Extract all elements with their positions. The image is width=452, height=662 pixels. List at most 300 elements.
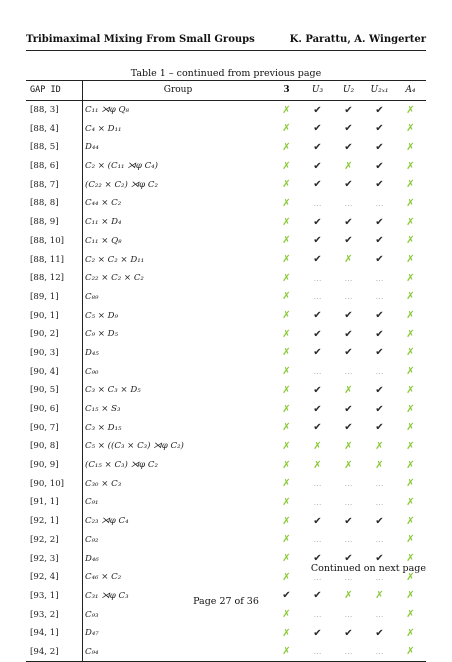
check-icon: ✔ xyxy=(313,254,322,266)
ellipsis-icon: … xyxy=(344,647,353,657)
group-cell: (C₂₂ × C₂) ⋊φ C₂ xyxy=(83,175,272,194)
cross-icon: ✗ xyxy=(406,496,415,508)
cell-u2x1 xyxy=(364,643,395,662)
cell-u3 xyxy=(302,138,333,157)
cell-u2 xyxy=(333,157,364,176)
check-icon: ✔ xyxy=(313,123,322,135)
cell-u2 xyxy=(333,306,364,325)
cell-3 xyxy=(271,213,302,232)
cross-icon: ✗ xyxy=(344,459,353,471)
cell-u3 xyxy=(302,194,333,213)
group-cell: C₂₃ ⋊φ C₄ xyxy=(83,512,272,531)
cross-icon: ✗ xyxy=(282,571,291,583)
group-cell: C₅ × D₉ xyxy=(83,306,272,325)
check-icon: ✔ xyxy=(313,347,322,359)
cell-u3 xyxy=(302,605,333,624)
cell-3 xyxy=(271,456,302,475)
cell-3 xyxy=(271,418,302,437)
check-icon: ✔ xyxy=(375,422,384,434)
cell-a4 xyxy=(395,325,426,344)
check-icon: ✔ xyxy=(313,104,322,116)
cell-u2x1 xyxy=(364,531,395,550)
cross-icon: ✗ xyxy=(406,384,415,396)
cell-a4 xyxy=(395,474,426,493)
cross-icon: ✗ xyxy=(282,459,291,471)
cell-3 xyxy=(271,194,302,213)
group-cell: C₃ × C₃ × D₅ xyxy=(83,381,272,400)
cell-a4 xyxy=(395,306,426,325)
table-row xyxy=(26,381,426,400)
table-row xyxy=(26,512,426,531)
ellipsis-icon: … xyxy=(375,647,384,657)
check-icon: ✔ xyxy=(375,347,384,359)
cell-u2 xyxy=(333,456,364,475)
group-cell: D₄₅ xyxy=(83,344,272,363)
cross-icon: ✗ xyxy=(344,384,353,396)
cell-3 xyxy=(271,381,302,400)
cross-icon: ✗ xyxy=(282,160,291,172)
ellipsis-icon: … xyxy=(313,572,322,582)
cross-icon: ✗ xyxy=(406,123,415,135)
gap-id-cell: [88, 5] xyxy=(30,142,59,153)
cell-u2x1 xyxy=(364,325,395,344)
gap-id-cell: [88, 11] xyxy=(30,254,65,265)
cross-icon: ✗ xyxy=(375,440,384,452)
ellipsis-icon: … xyxy=(313,479,322,489)
check-icon: ✔ xyxy=(375,515,384,527)
cell-3 xyxy=(271,493,302,512)
table-row xyxy=(26,213,426,232)
cross-icon: ✗ xyxy=(282,141,291,153)
cross-icon: ✗ xyxy=(406,366,415,378)
cross-icon: ✗ xyxy=(406,254,415,266)
cross-icon: ✗ xyxy=(375,459,384,471)
check-icon: ✔ xyxy=(344,515,353,527)
running-header xyxy=(26,34,426,48)
cell-u3 xyxy=(302,531,333,550)
table-row xyxy=(26,362,426,381)
cell-u2 xyxy=(333,269,364,288)
ellipsis-icon: … xyxy=(375,292,384,302)
cell-a4 xyxy=(395,232,426,251)
check-icon: ✔ xyxy=(375,216,384,228)
cell-u2x1 xyxy=(364,474,395,493)
cell-u3 xyxy=(302,325,333,344)
cell-u3 xyxy=(302,456,333,475)
check-icon: ✔ xyxy=(375,403,384,415)
ellipsis-icon: … xyxy=(344,273,353,283)
cell-u3 xyxy=(302,381,333,400)
cell-3 xyxy=(271,250,302,269)
check-icon: ✔ xyxy=(344,179,353,191)
group-cell: C₁₁ × D₄ xyxy=(83,213,272,232)
gap-id-cell: [88, 9] xyxy=(30,217,59,228)
check-icon: ✔ xyxy=(344,310,353,322)
check-icon: ✔ xyxy=(313,216,322,228)
gap-id-cell: [90, 10] xyxy=(30,478,65,489)
gap-id-cell: [90, 6] xyxy=(30,404,59,415)
check-icon: ✔ xyxy=(344,235,353,247)
cross-icon: ✗ xyxy=(282,609,291,621)
cell-a4 xyxy=(395,213,426,232)
cell-u2 xyxy=(333,100,364,119)
ellipsis-icon: … xyxy=(313,647,322,657)
check-icon: ✔ xyxy=(344,104,353,116)
cell-u2x1 xyxy=(364,456,395,475)
check-icon: ✔ xyxy=(313,384,322,396)
ellipsis-icon: … xyxy=(375,367,384,377)
check-icon: ✔ xyxy=(375,384,384,396)
cross-icon: ✗ xyxy=(406,515,415,527)
check-icon: ✔ xyxy=(282,590,291,602)
ellipsis-icon: … xyxy=(375,535,384,545)
cell-3 xyxy=(271,288,302,307)
cross-icon: ✗ xyxy=(406,440,415,452)
cell-u2x1 xyxy=(364,437,395,456)
check-icon: ✔ xyxy=(313,141,322,153)
cross-icon: ✗ xyxy=(406,310,415,322)
cell-u2x1 xyxy=(364,157,395,176)
gap-id-cell: [92, 3] xyxy=(30,553,59,564)
cross-icon: ✗ xyxy=(406,104,415,116)
group-cell: C₃₀ × C₃ xyxy=(83,474,272,493)
group-cell: C₉₄ xyxy=(83,643,272,662)
cell-3 xyxy=(271,362,302,381)
cell-u2 xyxy=(333,512,364,531)
gap-id-cell: [90, 5] xyxy=(30,385,59,396)
col-u2x1: U₂ₓ₁ xyxy=(364,81,395,101)
table-row xyxy=(26,269,426,288)
cell-u3 xyxy=(302,400,333,419)
cross-icon: ✗ xyxy=(406,422,415,434)
ellipsis-icon: … xyxy=(344,292,353,302)
cell-u2x1 xyxy=(364,213,395,232)
cross-icon: ✗ xyxy=(406,179,415,191)
cell-3 xyxy=(271,474,302,493)
table-row xyxy=(26,437,426,456)
cell-u3 xyxy=(302,512,333,531)
cross-icon: ✗ xyxy=(282,197,291,209)
cross-icon: ✗ xyxy=(344,254,353,266)
cross-icon: ✗ xyxy=(406,197,415,209)
gap-id-cell: [90, 1] xyxy=(30,310,59,321)
cell-u3 xyxy=(302,232,333,251)
group-cell: C₁₁ × Q₈ xyxy=(83,232,272,251)
ellipsis-icon: … xyxy=(375,497,384,507)
cell-a4 xyxy=(395,512,426,531)
gap-id-cell: [94, 2] xyxy=(26,643,83,662)
cell-u3 xyxy=(302,175,333,194)
cross-icon: ✗ xyxy=(282,384,291,396)
ellipsis-icon: … xyxy=(313,273,322,283)
table-row xyxy=(26,306,426,325)
ellipsis-icon: … xyxy=(375,572,384,582)
cell-3 xyxy=(271,549,302,568)
ellipsis-icon: … xyxy=(313,198,322,208)
gap-id-cell: [89, 1] xyxy=(30,291,59,302)
gap-id-cell: [94, 1] xyxy=(30,628,59,639)
cell-u2x1 xyxy=(364,269,395,288)
cell-a4 xyxy=(395,250,426,269)
group-cell: C₄ × D₁₁ xyxy=(83,119,272,138)
cell-a4 xyxy=(395,362,426,381)
cell-u2x1 xyxy=(364,232,395,251)
table-row xyxy=(26,119,426,138)
group-cell: C₉ × D₅ xyxy=(83,325,272,344)
cell-u2x1 xyxy=(364,288,395,307)
col-u2: U₂ xyxy=(333,81,364,101)
cross-icon: ✗ xyxy=(282,310,291,322)
cell-a4 xyxy=(395,138,426,157)
cross-icon: ✗ xyxy=(282,216,291,228)
cell-a4 xyxy=(395,493,426,512)
check-icon: ✔ xyxy=(375,235,384,247)
cell-a4 xyxy=(395,400,426,419)
check-icon: ✔ xyxy=(375,123,384,135)
cross-icon: ✗ xyxy=(406,291,415,303)
gap-id-cell: [90, 3] xyxy=(30,347,59,358)
group-cell: C₈₉ xyxy=(83,288,272,307)
cell-u2 xyxy=(333,437,364,456)
check-icon: ✔ xyxy=(344,216,353,228)
cross-icon: ✗ xyxy=(406,328,415,340)
table-row xyxy=(26,325,426,344)
cell-u3 xyxy=(302,288,333,307)
cross-icon: ✗ xyxy=(406,216,415,228)
cell-u2x1 xyxy=(364,175,395,194)
cell-u2 xyxy=(333,474,364,493)
check-icon: ✔ xyxy=(344,403,353,415)
cell-3 xyxy=(271,232,302,251)
cross-icon: ✗ xyxy=(406,553,415,565)
table-row xyxy=(26,531,426,550)
table-row xyxy=(26,418,426,437)
check-icon: ✔ xyxy=(375,627,384,639)
ellipsis-icon: … xyxy=(313,292,322,302)
gap-id-cell: [93, 1] xyxy=(30,590,59,601)
cell-a4 xyxy=(395,269,426,288)
header-title: Tribimaximal Mixing From Small Groups xyxy=(26,34,255,45)
cell-3 xyxy=(271,605,302,624)
cell-u2 xyxy=(333,381,364,400)
group-cell: D₄₇ xyxy=(83,624,272,643)
cross-icon: ✗ xyxy=(282,440,291,452)
group-cell: C₂ × C₂ × D₁₁ xyxy=(83,250,272,269)
cell-u2x1 xyxy=(364,194,395,213)
cell-u2 xyxy=(333,288,364,307)
cross-icon: ✗ xyxy=(406,646,415,658)
ellipsis-icon: … xyxy=(375,610,384,620)
cross-icon: ✗ xyxy=(282,496,291,508)
group-cell: C₃ × D₁₅ xyxy=(83,418,272,437)
cell-3 xyxy=(271,643,302,662)
cell-a4 xyxy=(395,100,426,119)
check-icon: ✔ xyxy=(313,422,322,434)
table-body xyxy=(26,100,426,662)
cell-u3 xyxy=(302,119,333,138)
check-icon: ✔ xyxy=(344,141,353,153)
ellipsis-icon: … xyxy=(344,497,353,507)
table-caption: Table 1 – continued from previous page xyxy=(130,68,322,79)
cell-u2 xyxy=(333,175,364,194)
cell-u2x1 xyxy=(364,381,395,400)
cross-icon: ✗ xyxy=(406,478,415,490)
cross-icon: ✗ xyxy=(282,403,291,415)
cell-3 xyxy=(271,138,302,157)
check-icon: ✔ xyxy=(313,403,322,415)
cell-3 xyxy=(271,157,302,176)
cross-icon: ✗ xyxy=(282,627,291,639)
cell-u3 xyxy=(302,362,333,381)
cell-u3 xyxy=(302,269,333,288)
table-row xyxy=(26,232,426,251)
cell-a4 xyxy=(395,605,426,624)
group-cell: C₁₁ ⋊φ Q₈ xyxy=(83,100,272,119)
ellipsis-icon: … xyxy=(313,367,322,377)
cross-icon: ✗ xyxy=(282,553,291,565)
group-cell: C₁₅ × S₃ xyxy=(83,400,272,419)
cell-3 xyxy=(271,400,302,419)
cell-u3 xyxy=(302,418,333,437)
cell-u2x1 xyxy=(364,493,395,512)
gap-id-cell: [92, 1] xyxy=(30,516,59,527)
cell-u2 xyxy=(333,418,364,437)
cross-icon: ✗ xyxy=(406,534,415,546)
cell-3 xyxy=(271,325,302,344)
check-icon: ✔ xyxy=(313,627,322,639)
table-row xyxy=(26,493,426,512)
gap-id-cell: [93, 2] xyxy=(30,609,59,620)
ellipsis-icon: … xyxy=(375,273,384,283)
cross-icon: ✗ xyxy=(344,440,353,452)
ellipsis-icon: … xyxy=(344,198,353,208)
check-icon: ✔ xyxy=(344,422,353,434)
check-icon: ✔ xyxy=(375,160,384,172)
check-icon: ✔ xyxy=(344,553,353,565)
cell-a4 xyxy=(395,437,426,456)
check-icon: ✔ xyxy=(344,328,353,340)
cell-3 xyxy=(271,100,302,119)
cell-u3 xyxy=(302,643,333,662)
check-icon: ✔ xyxy=(375,254,384,266)
cell-3 xyxy=(271,344,302,363)
continued-note: Continued on next page xyxy=(310,563,426,574)
table-row xyxy=(26,138,426,157)
col-group: Group xyxy=(83,81,272,101)
cell-a4 xyxy=(395,157,426,176)
cross-icon: ✗ xyxy=(282,422,291,434)
cell-u3 xyxy=(302,250,333,269)
cross-icon: ✗ xyxy=(344,160,353,172)
ellipsis-icon: … xyxy=(344,610,353,620)
cell-u2 xyxy=(333,138,364,157)
cross-icon: ✗ xyxy=(282,179,291,191)
header-rule xyxy=(26,50,426,51)
cross-icon: ✗ xyxy=(406,272,415,284)
cell-u2 xyxy=(333,531,364,550)
check-icon: ✔ xyxy=(375,179,384,191)
cell-a4 xyxy=(395,119,426,138)
cross-icon: ✗ xyxy=(282,347,291,359)
cell-u3 xyxy=(302,306,333,325)
gap-id-cell: [88, 4] xyxy=(30,123,59,134)
ellipsis-icon: … xyxy=(344,572,353,582)
cell-u2 xyxy=(333,325,364,344)
cell-u3 xyxy=(302,437,333,456)
cell-u3 xyxy=(302,493,333,512)
cell-u2 xyxy=(333,119,364,138)
cell-a4 xyxy=(395,456,426,475)
cross-icon: ✗ xyxy=(282,328,291,340)
cell-a4 xyxy=(395,418,426,437)
cell-u2x1 xyxy=(364,306,395,325)
cross-icon: ✗ xyxy=(282,104,291,116)
check-icon: ✔ xyxy=(313,235,322,247)
cell-u2x1 xyxy=(364,138,395,157)
cell-u2 xyxy=(333,362,364,381)
table-row xyxy=(26,250,426,269)
check-icon: ✔ xyxy=(313,328,322,340)
cross-icon: ✗ xyxy=(282,254,291,266)
check-icon: ✔ xyxy=(344,123,353,135)
table-row xyxy=(26,100,426,119)
check-icon: ✔ xyxy=(375,310,384,322)
ellipsis-icon: … xyxy=(313,610,322,620)
ellipsis-icon: … xyxy=(375,198,384,208)
cell-3 xyxy=(271,437,302,456)
cell-u2x1 xyxy=(364,250,395,269)
gap-id-cell: [90, 4] xyxy=(30,366,59,377)
group-cell: C₉₃ xyxy=(83,605,272,624)
table-row xyxy=(26,605,426,624)
table-row xyxy=(26,344,426,363)
cross-icon: ✗ xyxy=(282,123,291,135)
group-cell: C₄₄ × C₂ xyxy=(83,194,272,213)
check-icon: ✔ xyxy=(313,310,322,322)
cell-u3 xyxy=(302,213,333,232)
cell-a4 xyxy=(395,643,426,662)
cell-a4 xyxy=(395,194,426,213)
col-gap-id: GAP ID xyxy=(26,81,83,101)
ellipsis-icon: … xyxy=(344,367,353,377)
cell-u2 xyxy=(333,213,364,232)
cell-u2x1 xyxy=(364,344,395,363)
check-icon: ✔ xyxy=(375,141,384,153)
check-icon: ✔ xyxy=(375,104,384,116)
gap-id-cell: [90, 9] xyxy=(30,460,59,471)
cell-u2 xyxy=(333,344,364,363)
cell-u3 xyxy=(302,157,333,176)
cross-icon: ✗ xyxy=(282,646,291,658)
cell-u2x1 xyxy=(364,119,395,138)
group-cell: C₄₆ × C₂ xyxy=(83,568,272,587)
ellipsis-icon: … xyxy=(313,535,322,545)
check-icon: ✔ xyxy=(344,347,353,359)
cross-icon: ✗ xyxy=(344,590,353,602)
cross-icon: ✗ xyxy=(406,347,415,359)
check-icon: ✔ xyxy=(375,328,384,340)
cross-icon: ✗ xyxy=(282,478,291,490)
cell-u2x1 xyxy=(364,512,395,531)
cross-icon: ✗ xyxy=(406,590,415,602)
check-icon: ✔ xyxy=(313,553,322,565)
group-cell: D₄₄ xyxy=(83,138,272,157)
groups-table xyxy=(26,80,426,662)
group-cell: C₉₀ xyxy=(83,362,272,381)
cell-3 xyxy=(271,119,302,138)
cross-icon: ✗ xyxy=(282,366,291,378)
ellipsis-icon: … xyxy=(375,479,384,489)
